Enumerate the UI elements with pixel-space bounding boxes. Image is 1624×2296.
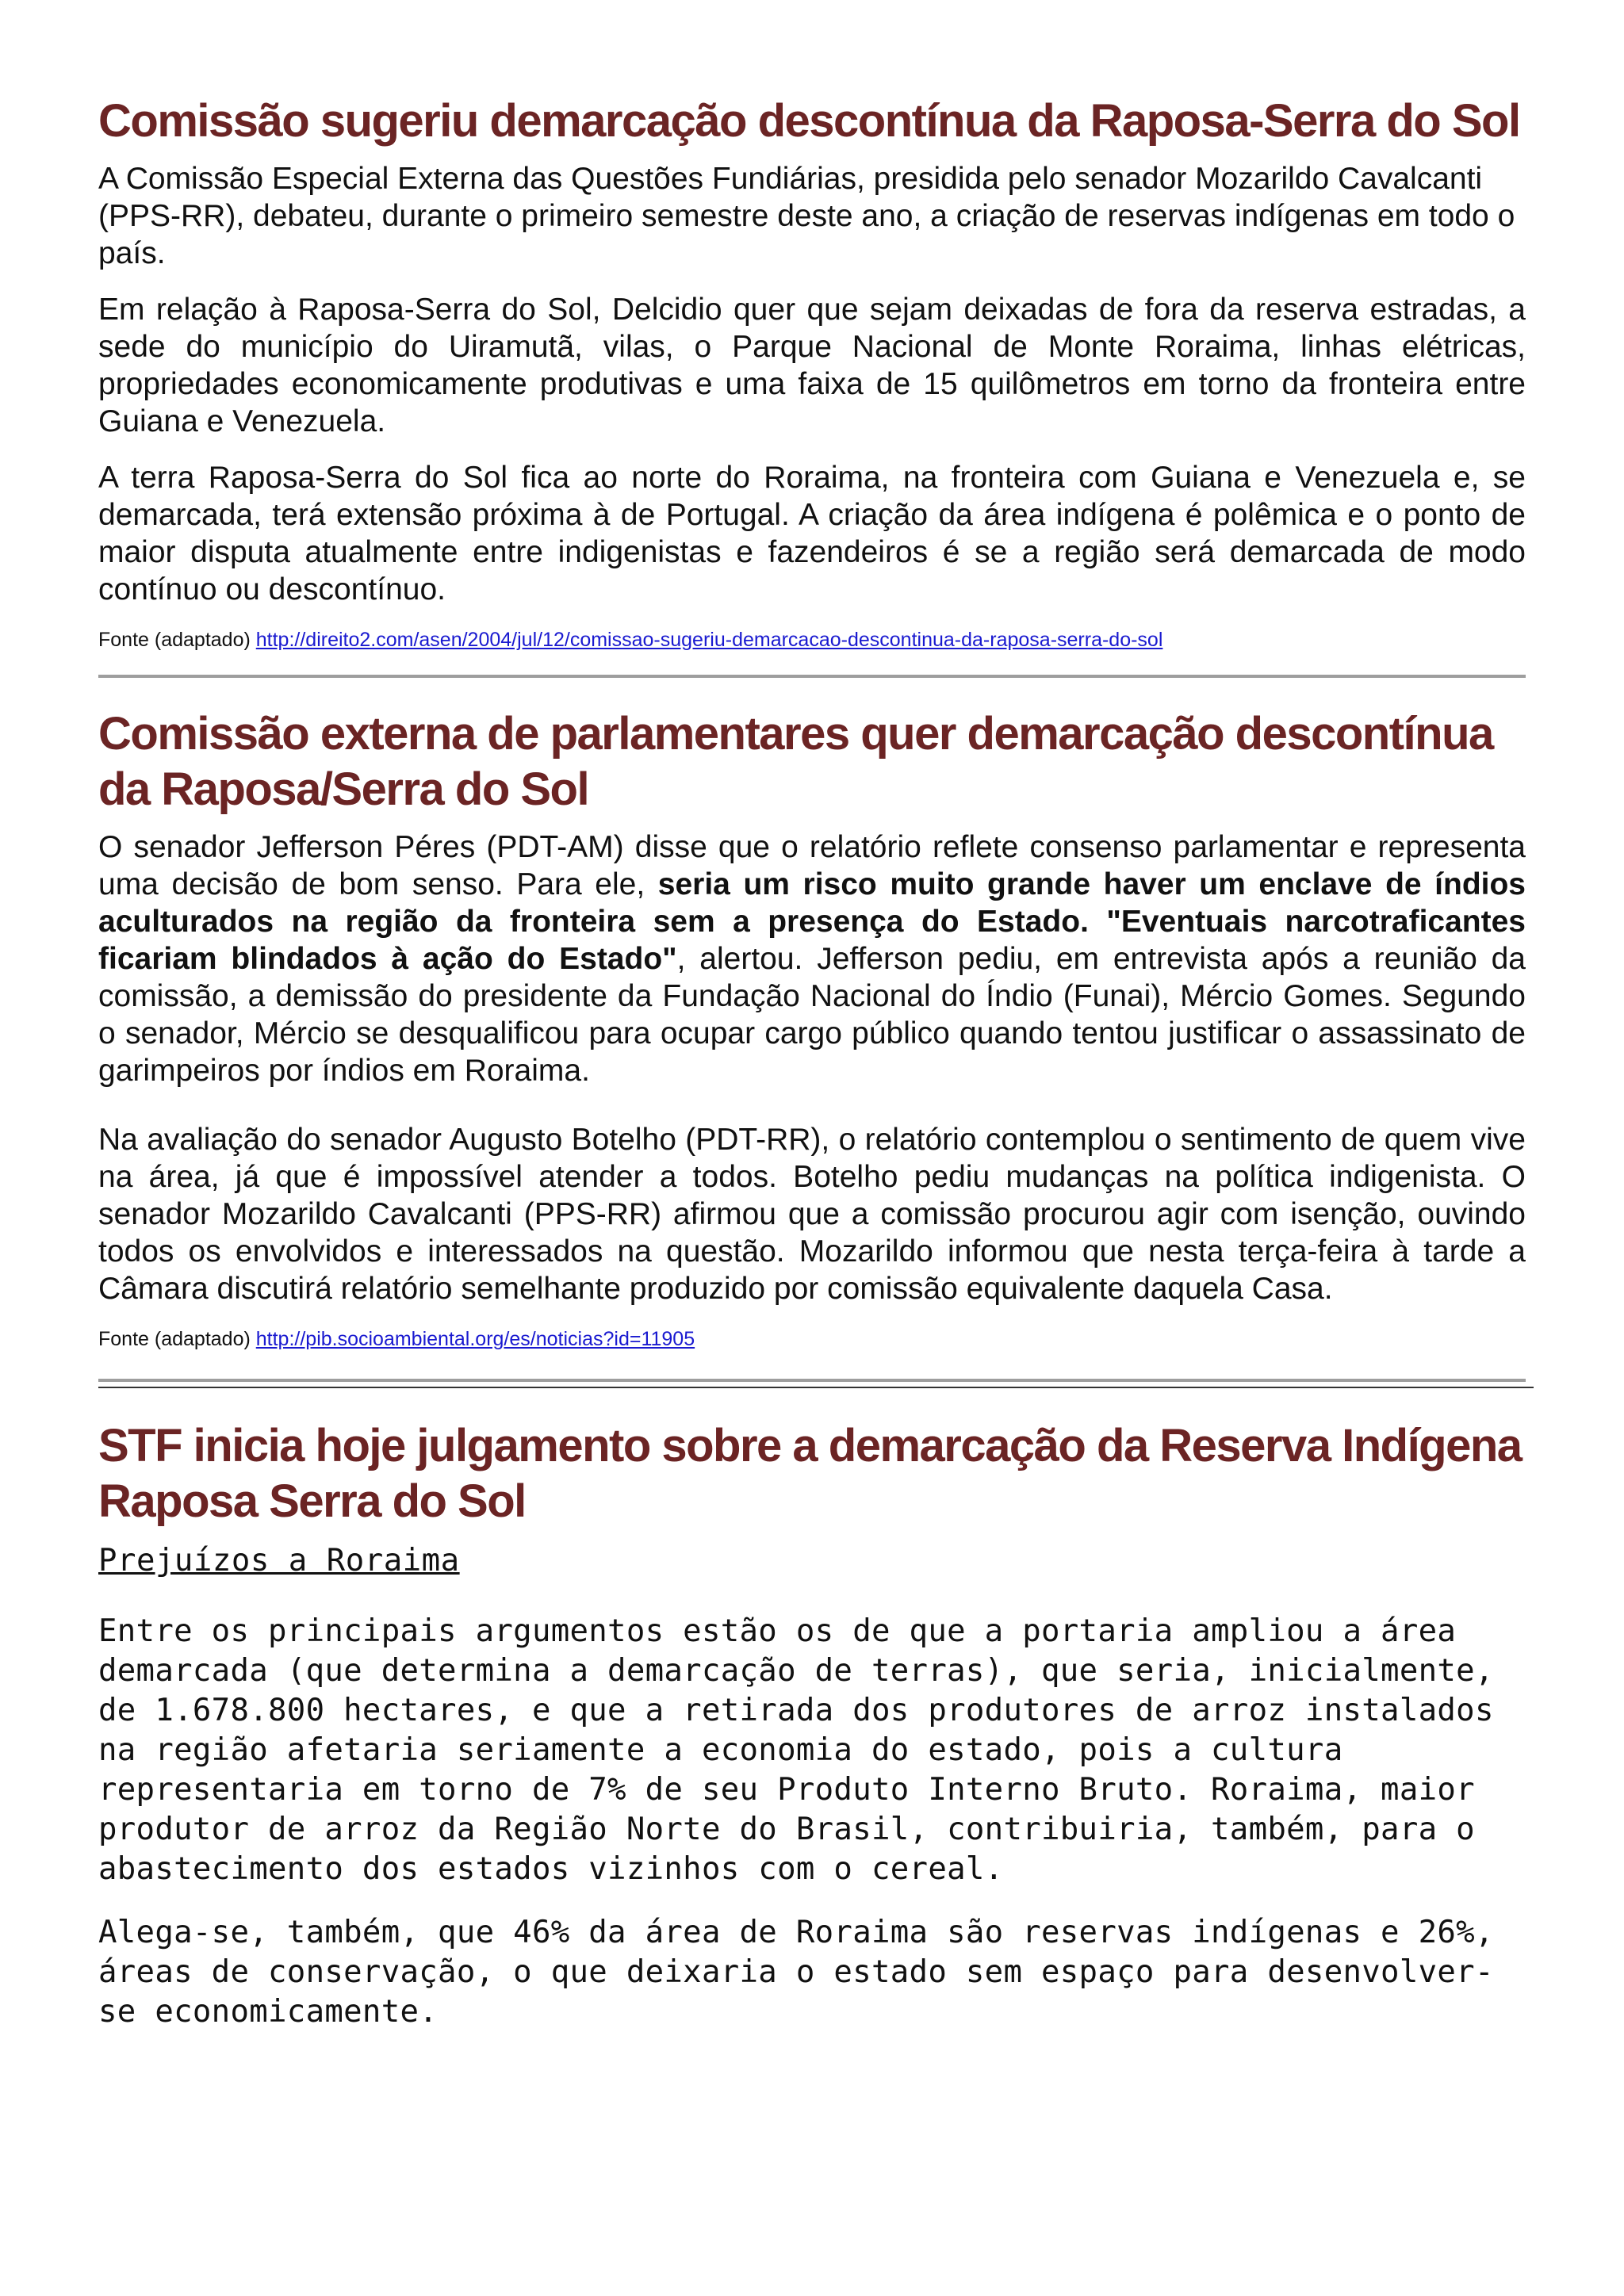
article-2 xyxy=(98,706,1526,1352)
article-title: Comissão externa de parlamentares quer demarcação descontínua da Raposa/Serra do Sol xyxy=(98,708,1493,815)
source-link[interactable]: http://pib.socioambiental.org/es/noticias?id=11905 xyxy=(255,1328,695,1350)
document-page xyxy=(98,94,1526,2056)
source-label: Fonte (adaptado) xyxy=(98,1328,251,1350)
source-label: Fonte (adaptado) xyxy=(98,629,251,651)
article-paragraph xyxy=(98,828,1526,1089)
article-paragraph: Alega-se, também, que 46% da área de Roraima são reservas indígenas e 26%, áreas de conservação, o que deixaria o estado sem espaço para desenvolver-se economicamente. xyxy=(98,1915,1494,2030)
article-paragraph: Na avaliação do senador Augusto Botelho (PDT-RR), o relatório contemplou o sentimento de quem vive na área, já que é impossível atender a todos. Botelho pediu mudanças na política indigenista. O senador Mozarildo Cavalcanti (PPS-RR) afirmou que a comissão procurou agir com isenção, ouvindo todos os envolvidos e interessados na questão. Mozarildo informou que nesta terça-feira à tarde a Câmara discutirá relatório semelhante produzido por comissão equivalente daquela Casa. xyxy=(98,1123,1526,1306)
section-divider xyxy=(98,675,1526,678)
source-link[interactable]: http://direito2.com/asen/2004/jul/12/comissao-sugeriu-demarcacao-descontinua-da-raposa-serra-do-sol xyxy=(255,629,1163,651)
article-title: Comissão sugeriu demarcação descontínua da Raposa-Serra do Sol xyxy=(98,95,1520,147)
source-line xyxy=(98,627,1526,652)
article-title: STF inicia hoje julgamento sobre a demarcação da Reserva Indígena Raposa Serra do Sol xyxy=(98,1420,1522,1527)
article-subheading: Prejuízos a Roraima xyxy=(98,1543,460,1578)
article-3 xyxy=(98,1418,1526,2032)
article-paragraph: Em relação à Raposa-Serra do Sol, Delcidio quer que sejam deixadas de fora da reserva estradas, a sede do município do Uiramutã, vilas, o Parque Nacional de Monte Roraima, linhas elétricas, propriedades economicamente produtivas e uma faixa de 15 quilômetros em torno da fronteira entre Guiana e Venezuela. xyxy=(98,293,1526,438)
article-paragraph: Entre os principais argumentos estão os de que a portaria ampliou a área demarcada (que determina a demarcação de terras), que seria, inicialmente, de 1.678.800 hectares, e que a retirada dos produtores de arroz instalados na região afetaria seriamente a economia do estado, pois a cultura representaria em torno de 7% de seu Produto Interno Bruto. Roraima, maior produtor de arroz da Região Norte do Brasil, contribuiria, também, para o abastecimento dos estados vizinhos com o cereal. xyxy=(98,1613,1494,1887)
paragraph-bold-quote: seria um risco muito grande haver um enclave de índios aculturados na região da fronteira sem a presença do Estado. "Eventuais narcotraficantes ficariam blindados à ação do Estado" xyxy=(98,867,1526,976)
article-paragraph: A terra Raposa-Serra do Sol fica ao norte do Roraima, na fronteira com Guiana e Venezuela e, se demarcada, terá extensão próxima à de Portugal. A criação da área indígena é polêmica e o ponto de maior disputa atualmente entre indigenistas e fazendeiros é se a região será demarcada de modo contínuo ou descontínuo. xyxy=(98,461,1526,607)
divider-line xyxy=(98,1387,1534,1388)
paragraph-text: O senador Jefferson Péres (PDT-AM) disse que o relatório reflete consenso parlamentar e representa uma decisão de bom senso. Para ele, xyxy=(98,830,1526,901)
section-divider-double xyxy=(98,1379,1526,1390)
article-1 xyxy=(98,94,1526,652)
divider-line xyxy=(98,1379,1526,1382)
article-paragraph: A Comissão Especial Externa das Questões Fundiárias, presidida pelo senador Mozarildo Cavalcanti (PPS-RR), debateu, durante o primeiro semestre deste ano, a criação de reservas indígenas em todo o país. xyxy=(98,162,1515,270)
source-line xyxy=(98,1326,1526,1352)
paragraph-text: , alertou. Jefferson pediu, em entrevista após a reunião da comissão, a demissão do presidente da Fundação Nacional do Índio (Funai), Mércio Gomes. Segundo o senador, Mércio se desqualificou para ocupar cargo público quando tentou justificar o assassinato de garimpeiros por índios em Roraima. xyxy=(98,942,1526,1088)
